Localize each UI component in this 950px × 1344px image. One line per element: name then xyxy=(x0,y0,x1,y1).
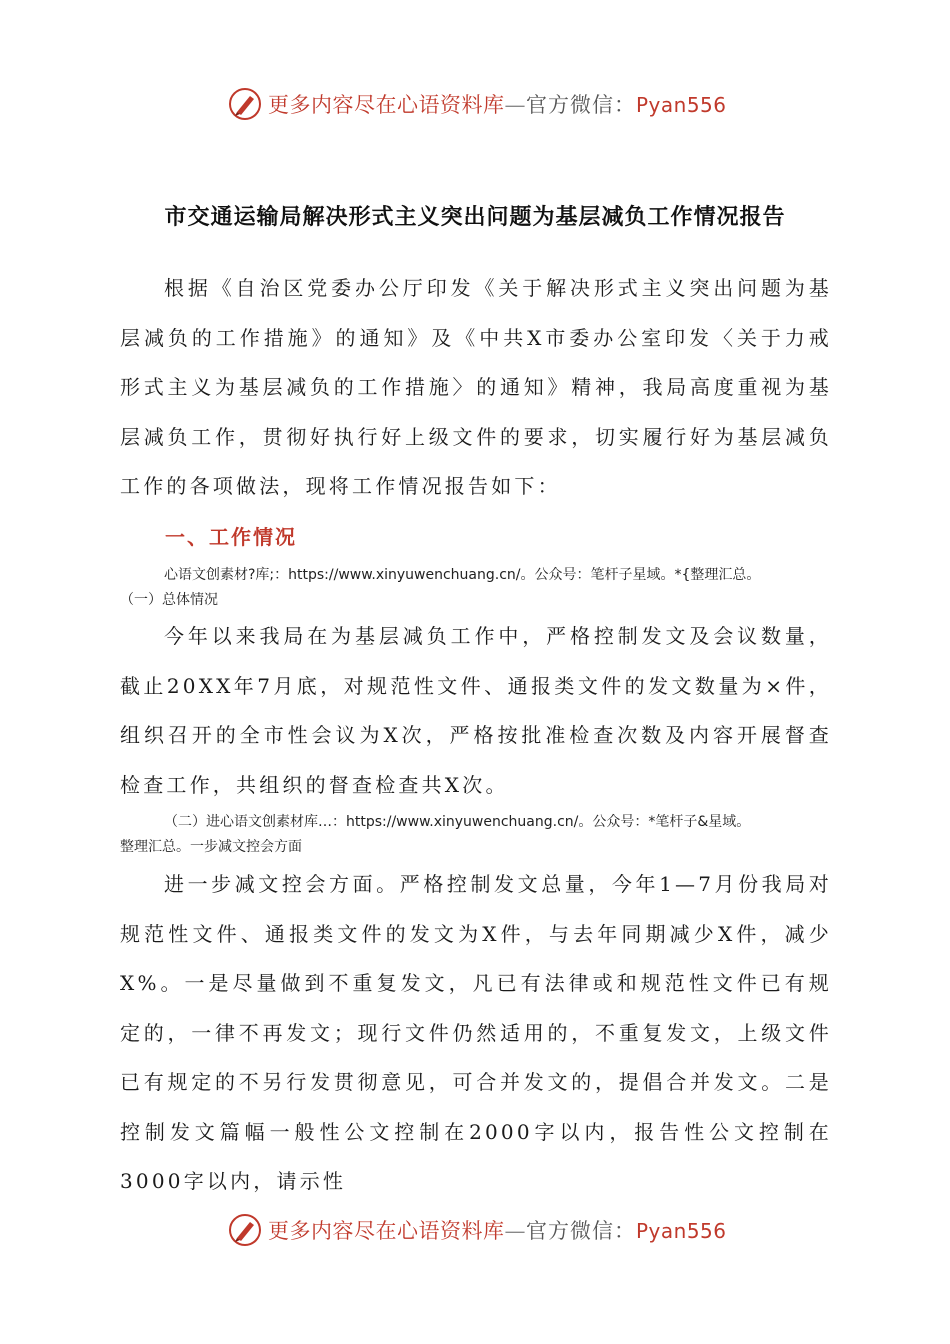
banner-text: 更多内容尽在心语资料库—官方微信：Pyan556 xyxy=(268,93,727,117)
pen-nib-logo-icon xyxy=(228,87,262,121)
pen-nib-logo-icon xyxy=(228,1213,262,1247)
watermark-banner-top xyxy=(228,84,748,124)
intro-paragraph: 根据《自治区党委办公厅印发《关于解决形式主义突出问题为基层减负的工作措施》的通知》及《中共X市委办公室印发〈关于力戒形式主义为基层减负的工作措施〉的通知》精神，我局高度重视为基层减负工作，贯彻好执行好上级文件的要求，切实履行好为基层减负工作的各项做法，现将工作情况报告如下： xyxy=(120,276,832,498)
subheading-reduce-docs: 整理汇总。一步减文控会方面 xyxy=(120,839,302,855)
overall-paragraph: 今年以来我局在为基层减负工作中，严格控制发文及会议数量，截止20XX年7月底，对规范性文件、通报类文件的发文数量为×件，组织召开的全市性会议为X次，严格按批准检查次数及内容开展督查检查工作，共组织的督查检查共X次。 xyxy=(120,624,832,797)
subheading-overall: （一）总体情况 xyxy=(120,592,218,608)
source-note-2 xyxy=(120,810,840,860)
reduce-docs-paragraph: 进一步减文控会方面。严格控制发文总量，今年1—7月份我局对规范性文件、通报类文件的发文为X件，与去年同期减少X件，减少X%。一是尽量做到不重复发文，凡已有法律或和规范性文件已有规定的，一律不再发文；现行文件仍然适用的，不重复发文，上级文件已有规定的不另行发贯彻意见，可合并发文的，提倡合并发文。二是控制发文篇幅一般性公文控制在2000字以内，报告性公文控制在3000字以内，请示性 xyxy=(120,872,832,1193)
page-title: 市交通运输局解决形式主义突出问题为基层减负工作情况报告 xyxy=(164,205,786,230)
section-heading-work-status: 一、工作情况 xyxy=(165,525,297,549)
watermark-banner-bottom xyxy=(228,1210,748,1250)
banner-text: 更多内容尽在心语资料库—官方微信：Pyan556 xyxy=(268,1219,727,1243)
source-note-2-line: （二）进心语文创素材库…：https://www.xinyuwenchuang.cn/。公众号：*笔杆子&星域。 xyxy=(164,814,751,830)
source-note-1-line: 心语文创素材?库;：https://www.xinyuwenchuang.cn/。公众号：笔杆子星域。*{整理汇总。 xyxy=(164,567,761,583)
source-note-1 xyxy=(120,563,840,613)
